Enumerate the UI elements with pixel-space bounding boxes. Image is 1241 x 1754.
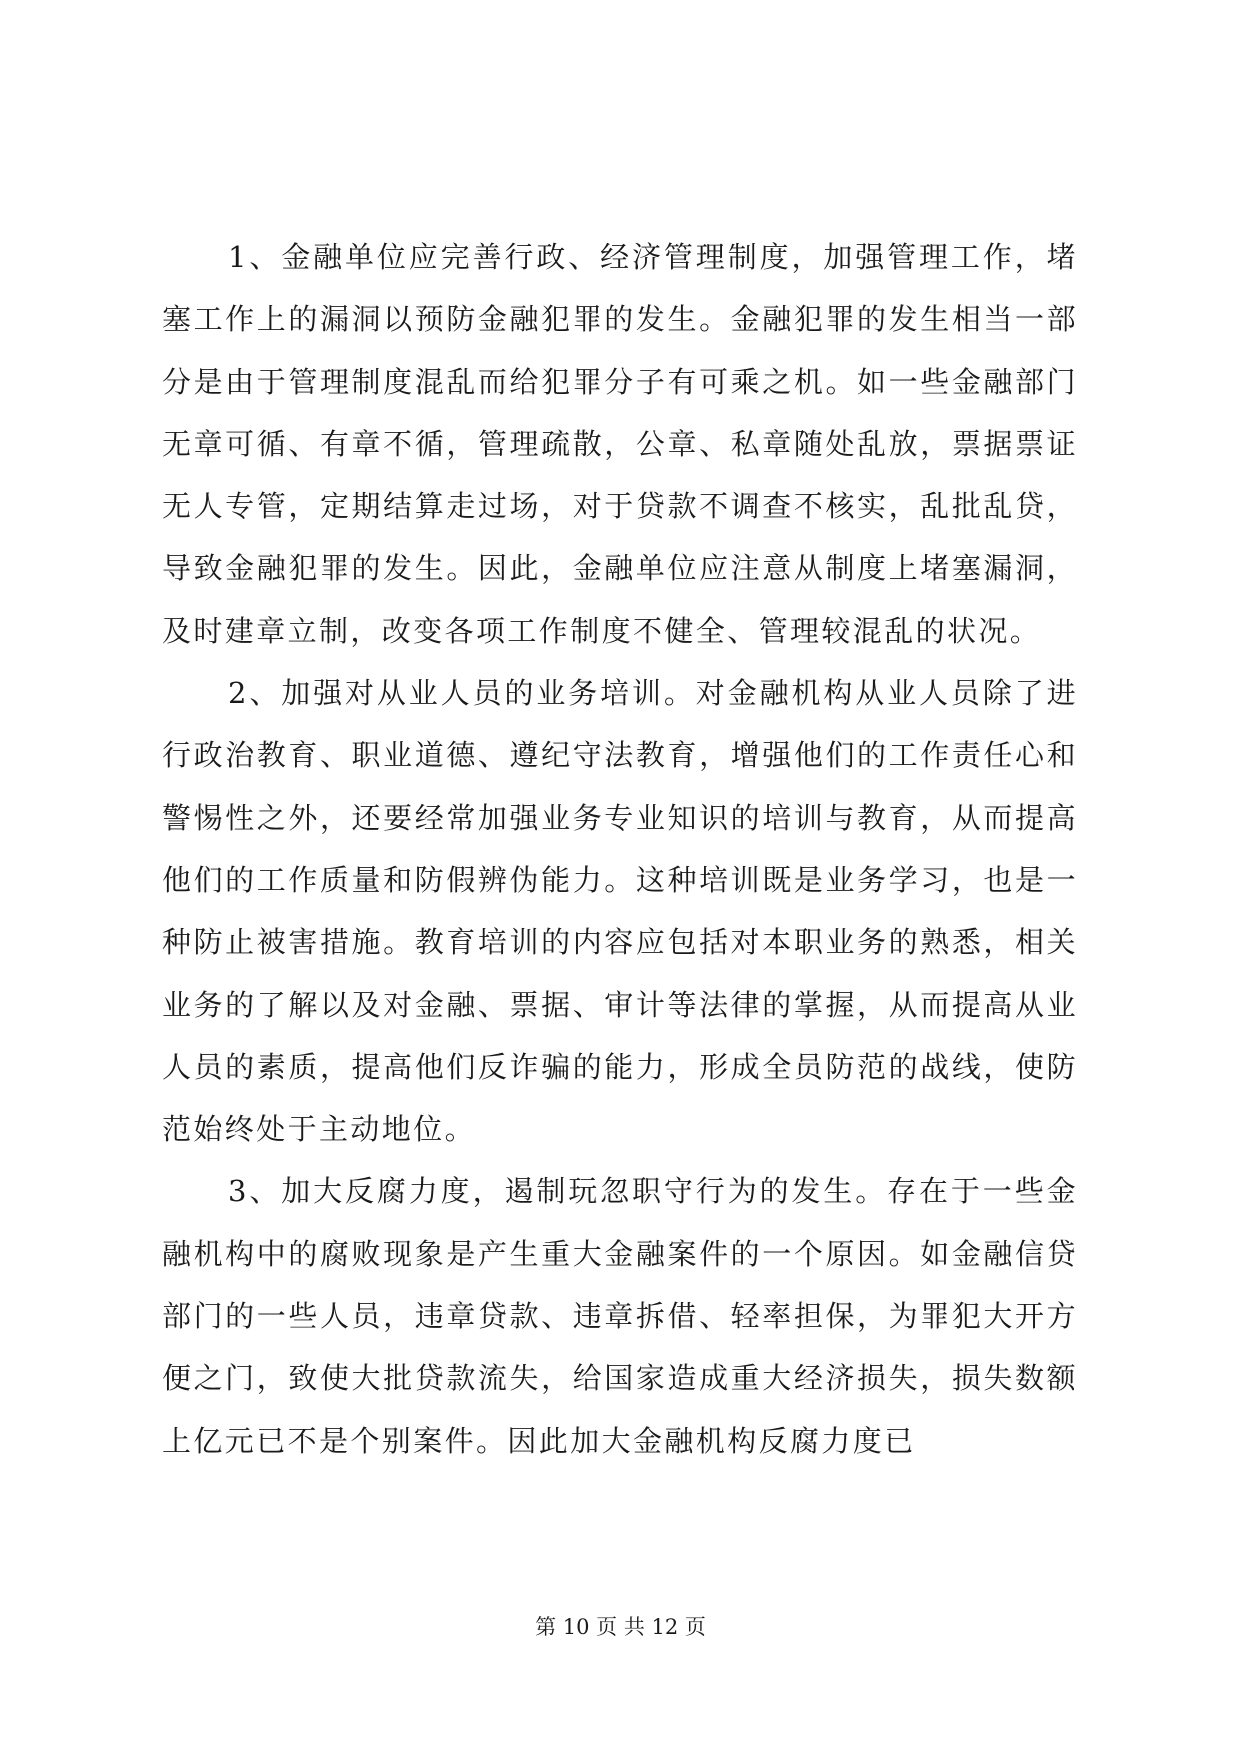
paragraph-2: 2、加强对从业人员的业务培训。对金融机构从业人员除了进行政治教育、职业道德、遵纪守法教育，增强他们的工作责任心和警惕性之外，还要经常加强业务专业知识的培训与教育，从而提高他们的工作质量和防假辨伪能力。这种培训既是业务学习，也是一种防止被害措施。教育培训的内容应包括对本职业务的熟悉，相关业务的了解以及对金融、票据、审计等法律的掌握，从而提高从业人员的素质，提高他们反诈骗的能力，形成全员防范的战线，使防范始终处于主动地位。	[162, 676, 1078, 1147]
document-body	[162, 226, 1078, 1472]
page-footer: 第 10 页 共 12 页	[535, 1615, 706, 1639]
paragraph-3: 3、加大反腐力度，遏制玩忽职守行为的发生。存在于一些金融机构中的腐败现象是产生重大金融案件的一个原因。如金融信贷部门的一些人员，违章贷款、违章拆借、轻率担保，为罪犯大开方便之门，致使大批贷款流失，给国家造成重大经济损失，损失数额上亿元已不是个别案件。因此加大金融机构反腐力度已	[162, 1174, 1078, 1458]
paragraph-1: 1、金融单位应完善行政、经济管理制度，加强管理工作，堵塞工作上的漏洞以预防金融犯罪的发生。金融犯罪的发生相当一部分是由于管理制度混乱而给犯罪分子有可乘之机。如一些金融部门无章可循、有章不循，管理疏散，公章、私章随处乱放，票据票证无人专管，定期结算走过场，对于贷款不调查不核实，乱批乱贷，导致金融犯罪的发生。因此，金融单位应注意从制度上堵塞漏洞，及时建章立制，改变各项工作制度不健全、管理较混乱的状况。	[162, 240, 1078, 648]
